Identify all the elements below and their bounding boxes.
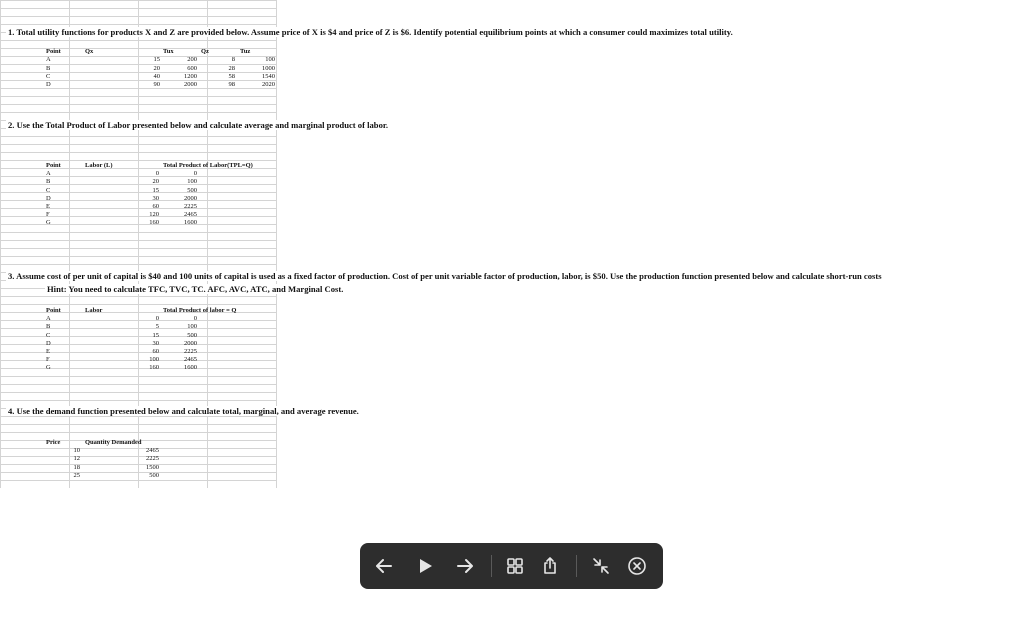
table-header-cell: Point — [46, 48, 61, 55]
share-button[interactable] — [538, 554, 562, 578]
table-cell: 500 — [149, 471, 159, 479]
share-icon — [540, 556, 560, 576]
table-cell: D — [46, 81, 51, 89]
play-button[interactable] — [413, 554, 437, 578]
table-cell: A — [46, 315, 51, 323]
table-cell: B — [46, 178, 51, 186]
table-header-cell: Labor — [85, 307, 103, 314]
table-cell: 15 — [152, 186, 159, 194]
table-header-cell: Total Product of Labor(TPL=Q) — [163, 162, 253, 169]
table-cell: 90 — [153, 81, 160, 89]
table-cell: 15 — [152, 331, 159, 339]
table-cell: 5 — [155, 323, 159, 331]
table-cell: 0 — [155, 170, 159, 178]
exit-fullscreen-button[interactable] — [589, 554, 613, 578]
table-cell: 0 — [155, 315, 159, 323]
table-header-cell: Tuz — [240, 48, 251, 55]
grid-view-button[interactable] — [503, 554, 527, 578]
table-cell: 25 — [73, 471, 80, 479]
table-cell: A — [46, 56, 51, 64]
table-cell: 1540 — [262, 72, 275, 80]
table-header-cell: Point — [46, 307, 61, 314]
table-cell: 2225 — [184, 348, 197, 355]
table-cell: 2000 — [184, 339, 197, 347]
play-icon — [415, 556, 435, 576]
table-cell: C — [46, 186, 51, 194]
table-cell: 8 — [231, 56, 235, 64]
table-cell: 100 — [187, 323, 197, 331]
toolbar-divider — [576, 555, 577, 577]
table-header-cell: Price — [46, 439, 61, 446]
table-cell: 160 — [149, 219, 159, 227]
table-cell: 30 — [152, 339, 159, 347]
table-cell: F — [46, 356, 50, 364]
table-cell: 0 — [193, 315, 197, 323]
previous-button[interactable] — [372, 554, 396, 578]
arrow-right-icon — [455, 556, 475, 576]
table-cell: C — [46, 331, 51, 339]
table-cell: 30 — [152, 194, 159, 202]
table-cell: G — [46, 364, 51, 372]
table-cell: 2000 — [184, 81, 197, 89]
question-3-hint: Hint: You need to calculate TFC, TVC, TC. AFC, AVC, ATC, and Marginal Cost. — [47, 284, 344, 294]
table-cell: 40 — [153, 72, 160, 80]
table-cell: 200 — [187, 56, 197, 64]
table-cell: 1200 — [184, 72, 197, 80]
table-cell: 20 — [153, 64, 160, 72]
close-circle-icon — [627, 556, 647, 576]
table-cell: 1000 — [262, 64, 275, 72]
table-header-cell: Qx — [85, 48, 94, 55]
table-cell: 28 — [228, 64, 235, 72]
table-cell: 2225 — [184, 203, 197, 210]
table-cell: 2465 — [184, 356, 197, 364]
arrow-left-icon — [374, 556, 394, 576]
table-cell: 2020 — [262, 81, 275, 89]
table-cell: 160 — [149, 364, 159, 372]
table-cell: 0 — [193, 170, 197, 178]
table-header-cell: Quantity Demanded — [85, 439, 142, 446]
table-cell: 500 — [187, 186, 197, 194]
table-cell: 600 — [187, 64, 197, 72]
table-cell: 500 — [187, 331, 197, 339]
presentation-toolbar — [360, 543, 663, 589]
question-1: 1. Total utility functions for products X and Z are provided below. Assume price of X is $4 and price of Z is $6. Identify potential equilibrium points at which a consumer could maximizes total utility. — [8, 27, 733, 37]
grid-icon — [505, 556, 525, 576]
toolbar-divider — [491, 555, 492, 577]
table-cell: 10 — [73, 447, 80, 455]
table-cell: 98 — [228, 81, 235, 89]
table-cell: D — [46, 339, 51, 347]
question-3: 3. Assume cost of per unit of capital is $40 and 100 units of capital is used as a fixed factor of production. Cost of per unit variable factor of production, labor, is $50. Use the production function presented below and calculate short-run costs — [8, 271, 882, 281]
table-header-cell: Tux — [163, 48, 174, 55]
table-cell: G — [46, 219, 51, 227]
table-cell: E — [46, 348, 50, 355]
table-cell: A — [46, 170, 51, 178]
question-4: 4. Use the demand function presented below and calculate total, marginal, and average revenue. — [8, 406, 359, 416]
next-button[interactable] — [453, 554, 477, 578]
table-header-cell: Qz — [201, 48, 209, 55]
question-2: 2. Use the Total Product of Labor presented below and calculate average and marginal product of labor. — [8, 120, 389, 130]
table-cell: 2000 — [184, 194, 197, 202]
table-cell: 1600 — [184, 364, 197, 372]
table-cell: C — [46, 72, 51, 80]
table-cell: 1600 — [184, 219, 197, 227]
table-cell: 2465 — [146, 447, 159, 455]
table-cell: 120 — [149, 211, 159, 219]
table-cell: 15 — [153, 56, 160, 64]
table-header-cell: Labor (L) — [85, 162, 113, 169]
table-cell: F — [46, 211, 50, 219]
table-cell: 2465 — [184, 211, 197, 219]
table-cell: 60 — [152, 348, 159, 355]
table-header-cell: Point — [46, 162, 61, 169]
table-cell: D — [46, 194, 51, 202]
table-cell: B — [46, 64, 51, 72]
table-cell: 1500 — [146, 463, 159, 471]
table-header-cell: Total Product of labor = Q — [163, 307, 237, 314]
table-cell: 2225 — [146, 455, 159, 463]
table-cell: 18 — [73, 463, 80, 471]
table-cell: 58 — [228, 72, 235, 80]
table-cell: 60 — [152, 203, 159, 210]
collapse-arrows-icon — [591, 556, 611, 576]
table-cell: 100 — [265, 56, 275, 64]
table-cell: 20 — [152, 178, 159, 186]
table-cell: B — [46, 323, 51, 331]
close-button[interactable] — [625, 554, 649, 578]
table-cell: 100 — [187, 178, 197, 186]
table-cell: E — [46, 203, 50, 210]
table-cell: 12 — [73, 455, 80, 463]
table-cell: 100 — [149, 356, 159, 364]
